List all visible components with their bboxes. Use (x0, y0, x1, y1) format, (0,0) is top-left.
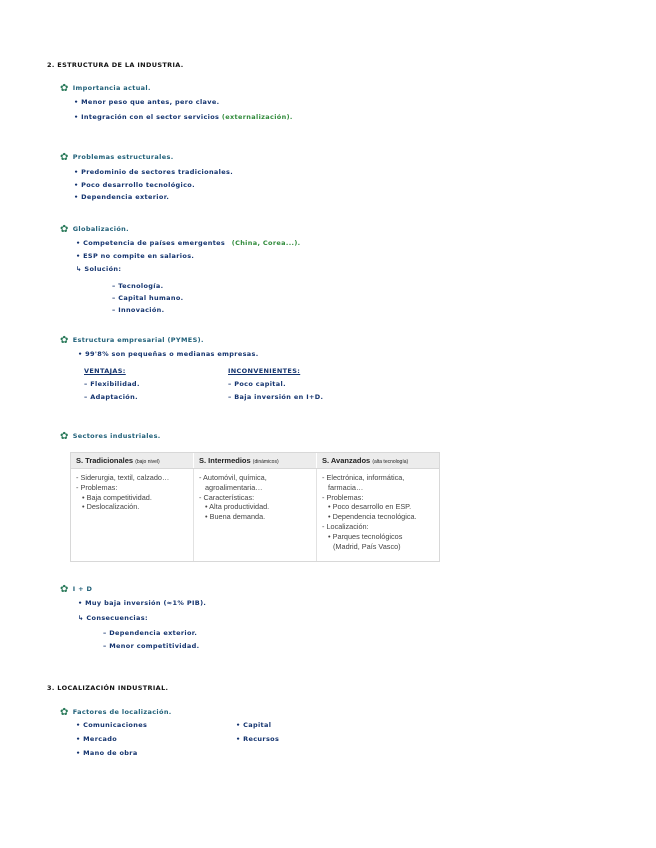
problemas-heading-text: Problemas estructurales. (72, 153, 174, 161)
table-header-row (71, 453, 439, 469)
cell-line: - Siderurgia, textil, calzado… (76, 473, 170, 482)
globalizacion-bullet-1-text: • Competencia de países emergentes (76, 239, 226, 247)
empresarial-heading-text: Estructura empresarial (PYMES). (72, 336, 204, 344)
ventaja-2: – Adaptación. (84, 393, 138, 401)
table-header-avanzados-title: S. Avanzados (322, 456, 371, 465)
cell-line: - Características: (199, 492, 255, 502)
globalizacion-bullet-2: • ESP no compite en salarios. (76, 252, 195, 260)
table-header-intermedios-title: S. Intermedios (199, 456, 251, 465)
star-icon: ✿ (60, 707, 69, 718)
importancia-bullet-1: • Menor peso que antes, pero clave. (74, 98, 220, 106)
star-icon: ✿ (60, 152, 69, 163)
cell-line: • Alta productividad. (205, 502, 270, 512)
cell-line: • Parques tecnológicos (328, 531, 403, 541)
cell-line: • Deslocalización. (82, 502, 140, 512)
imasd-sub-2: – Menor competitividad. (103, 642, 200, 650)
globalizacion-heading-text: Globalización. (72, 225, 129, 233)
globalizacion-bullet-1 (76, 239, 301, 247)
globalizacion-sub-1: – Tecnología. (112, 282, 164, 290)
star-icon: ✿ (60, 224, 69, 235)
star-icon: ✿ (60, 335, 69, 346)
importancia-bullet-2-text: • Integración con el sector servicios (74, 113, 220, 121)
imasd-heading-text: I + D (72, 585, 93, 593)
importancia-heading (60, 82, 151, 93)
cell-line: - Electrónica, informática, (322, 473, 405, 482)
cell-line: agroalimentaria… (205, 482, 263, 492)
table-header-avanzados-sub: (alta tecnología) (372, 459, 409, 465)
imasd-consecuencias: ↳ Consecuencias: (78, 614, 148, 622)
importancia-bullet-2-note: (externalización). (221, 113, 293, 121)
star-icon: ✿ (60, 431, 69, 442)
table-cell-tradicionales (71, 469, 194, 561)
sectores-heading-text: Sectores industriales. (72, 432, 161, 440)
table-cell-avanzados (317, 469, 439, 561)
cell-line: - Automóvil, química, (199, 473, 267, 482)
problemas-bullet-2: • Poco desarrollo tecnológico. (74, 181, 195, 189)
problemas-bullet-3: • Dependencia exterior. (74, 193, 170, 201)
ventaja-1: – Flexibilidad. (84, 380, 140, 388)
globalizacion-sub-2: – Capital humano. (112, 294, 184, 302)
ventajas-label: VENTAJAS: (84, 367, 126, 375)
globalizacion-heading (60, 223, 129, 234)
factores-heading-text: Factores de localización. (72, 708, 172, 716)
cell-line: • Poco desarrollo en ESP. (328, 502, 412, 512)
table-header-avanzados (317, 453, 439, 468)
empresarial-heading (60, 334, 204, 345)
factor-mercado: • Mercado (76, 735, 118, 743)
problemas-heading (60, 151, 174, 162)
cell-line: • Baja competitividad. (82, 492, 152, 502)
table-header-tradicionales-title: S. Tradicionales (76, 456, 134, 465)
factor-capital: • Capital (236, 721, 272, 729)
table-cell-intermedios (194, 469, 317, 561)
table-header-intermedios (194, 453, 317, 468)
inconveniente-1: – Poco capital. (228, 380, 286, 388)
cell-line: - Problemas: (322, 492, 364, 502)
globalizacion-sub-3: – Innovación. (112, 306, 165, 314)
inconveniente-2: – Baja inversión en I+D. (228, 393, 324, 401)
importancia-bullet-2 (74, 113, 293, 121)
inconvenientes-label: INCONVENIENTES: (228, 367, 301, 375)
cell-line: • Dependencia tecnológica. (328, 512, 417, 522)
star-icon: ✿ (60, 584, 69, 595)
table-row (71, 469, 439, 561)
globalizacion-bullet-1-note: (China, Corea...). (231, 239, 301, 247)
factores-heading (60, 706, 172, 717)
imasd-heading (60, 583, 92, 594)
cell-line: • Buena demanda. (205, 512, 266, 522)
factor-comunicaciones: • Comunicaciones (76, 721, 148, 729)
factor-recursos: • Recursos (236, 735, 280, 743)
star-icon: ✿ (60, 83, 69, 94)
table-header-intermedios-sub: (dinámicos) (252, 459, 279, 465)
sectores-table (70, 452, 440, 562)
problemas-bullet-1: • Predominio de sectores tradicionales. (74, 168, 234, 176)
imasd-sub-1: – Dependencia exterior. (103, 629, 198, 637)
table-header-tradicionales-sub: (bajo nivel) (135, 459, 160, 465)
table-header-tradicionales (71, 453, 194, 468)
cell-line: farmacia… (328, 482, 364, 492)
section-3-title: 3. LOCALIZACIÓN INDUSTRIAL. (47, 684, 169, 692)
empresarial-bullet-1: • 99'8% son pequeñas o medianas empresas. (78, 350, 259, 358)
cell-line: (Madrid, País Vasco) (333, 541, 401, 551)
sectores-heading (60, 430, 161, 441)
cell-line: - Localización: (322, 521, 369, 531)
imasd-bullet-1: • Muy baja inversión (≈1% PIB). (78, 599, 207, 607)
section-2-title: 2. ESTRUCTURA DE LA INDUSTRIA. (47, 61, 184, 69)
importancia-heading-text: Importancia actual. (72, 84, 151, 92)
globalizacion-solucion: ↳ Solución: (76, 265, 122, 273)
factor-mano-de-obra: • Mano de obra (76, 749, 138, 757)
cell-line: - Problemas: (76, 482, 118, 492)
